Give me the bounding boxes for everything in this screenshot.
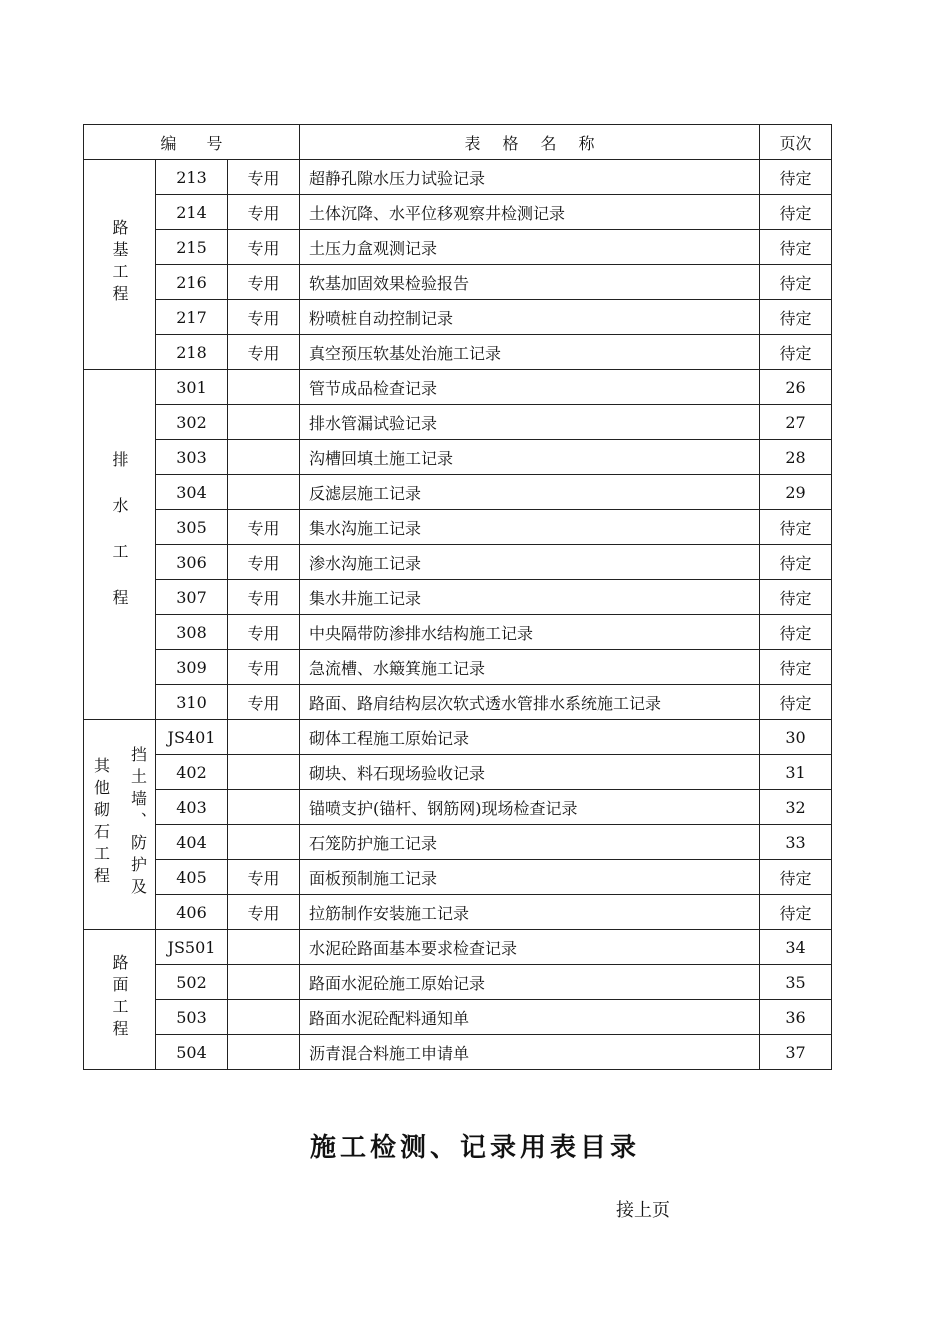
cell-tag: [228, 405, 300, 440]
cell-tag: [228, 720, 300, 755]
cell-tag: 专用: [228, 895, 300, 930]
table-row: [84, 510, 832, 545]
cell-name: 超静孔隙水压力试验记录: [300, 160, 760, 195]
header-page: 页次: [760, 125, 832, 160]
cell-code: JS501: [156, 930, 228, 965]
cell-page: 33: [760, 825, 832, 860]
cell-code: 303: [156, 440, 228, 475]
cell-tag: [228, 825, 300, 860]
table-row: [84, 335, 832, 370]
cell-code: 214: [156, 195, 228, 230]
table-row: [84, 755, 832, 790]
cell-tag: 专用: [228, 195, 300, 230]
table-row: [84, 545, 832, 580]
cell-tag: 专用: [228, 615, 300, 650]
cell-code: 216: [156, 265, 228, 300]
cell-name: 粉喷桩自动控制记录: [300, 300, 760, 335]
cell-name: 土压力盒观测记录: [300, 230, 760, 265]
cell-page: 35: [760, 965, 832, 1000]
cell-page: 待定: [760, 650, 832, 685]
table-row: [84, 930, 832, 965]
cell-tag: [228, 965, 300, 1000]
cell-code: 504: [156, 1035, 228, 1070]
cell-tag: [228, 440, 300, 475]
cell-code: 218: [156, 335, 228, 370]
cell-code: 503: [156, 1000, 228, 1035]
table-row: [84, 230, 832, 265]
cell-code: 301: [156, 370, 228, 405]
cell-page: 待定: [760, 335, 832, 370]
cell-page: 待定: [760, 265, 832, 300]
cell-name: 砌块、料石现场验收记录: [300, 755, 760, 790]
cell-page: 待定: [760, 510, 832, 545]
cell-code: 306: [156, 545, 228, 580]
cell-code: 403: [156, 790, 228, 825]
cell-page: 30: [760, 720, 832, 755]
cell-page: 32: [760, 790, 832, 825]
cell-page: 31: [760, 755, 832, 790]
continued-note: 接上页: [616, 1200, 670, 1221]
header-name: 表格名称: [300, 125, 760, 160]
header-code: 编号: [84, 125, 300, 160]
cell-tag: [228, 755, 300, 790]
table-row: [84, 615, 832, 650]
cell-tag: 专用: [228, 650, 300, 685]
cell-tag: 专用: [228, 300, 300, 335]
cell-page: 待定: [760, 195, 832, 230]
cell-code: 502: [156, 965, 228, 1000]
cell-name: 中央隔带防渗排水结构施工记录: [300, 615, 760, 650]
cell-tag: [228, 790, 300, 825]
group-label: 路基工程: [84, 160, 156, 370]
group-label: 路面工程: [84, 930, 156, 1070]
cell-tag: 专用: [228, 580, 300, 615]
form-index-table: [83, 124, 832, 1070]
cell-code: 308: [156, 615, 228, 650]
cell-code: JS401: [156, 720, 228, 755]
cell-code: 217: [156, 300, 228, 335]
cell-page: 待定: [760, 580, 832, 615]
cell-name: 路面水泥砼配料通知单: [300, 1000, 760, 1035]
table-row: [84, 195, 832, 230]
cell-code: 405: [156, 860, 228, 895]
cell-tag: 专用: [228, 860, 300, 895]
cell-page: 待定: [760, 160, 832, 195]
cell-tag: [228, 1035, 300, 1070]
cell-tag: 专用: [228, 230, 300, 265]
table-row: [84, 405, 832, 440]
cell-page: 待定: [760, 685, 832, 720]
cell-name: 锚喷支护(锚杆、钢筋网)现场检查记录: [300, 790, 760, 825]
cell-tag: [228, 370, 300, 405]
cell-name: 急流槽、水簸箕施工记录: [300, 650, 760, 685]
cell-name: 集水沟施工记录: [300, 510, 760, 545]
table-row: [84, 825, 832, 860]
cell-name: 渗水沟施工记录: [300, 545, 760, 580]
cell-page: 26: [760, 370, 832, 405]
table-row: [84, 965, 832, 1000]
cell-page: 37: [760, 1035, 832, 1070]
table-header-row: [84, 125, 832, 160]
cell-code: 307: [156, 580, 228, 615]
cell-page: 29: [760, 475, 832, 510]
table-row: [84, 370, 832, 405]
cell-page: 待定: [760, 615, 832, 650]
cell-name: 路面、路肩结构层次软式透水管排水系统施工记录: [300, 685, 760, 720]
cell-name: 拉筋制作安装施工记录: [300, 895, 760, 930]
table-row: [84, 1000, 832, 1035]
cell-code: 310: [156, 685, 228, 720]
cell-page: 待定: [760, 230, 832, 265]
cell-tag: 专用: [228, 685, 300, 720]
table-row: [84, 440, 832, 475]
cell-name: 石笼防护施工记录: [300, 825, 760, 860]
cell-page: 28: [760, 440, 832, 475]
cell-page: 待定: [760, 860, 832, 895]
cell-name: 管节成品检查记录: [300, 370, 760, 405]
cell-name: 砌体工程施工原始记录: [300, 720, 760, 755]
cell-code: 304: [156, 475, 228, 510]
table-row: [84, 160, 832, 195]
document-title: 施工检测、记录用表目录: [309, 1133, 640, 1163]
table-row: [84, 790, 832, 825]
table-row: [84, 475, 832, 510]
cell-code: 404: [156, 825, 228, 860]
cell-name: 反滤层施工记录: [300, 475, 760, 510]
cell-page: 待定: [760, 300, 832, 335]
cell-code: 305: [156, 510, 228, 545]
cell-name: 集水井施工记录: [300, 580, 760, 615]
cell-tag: 专用: [228, 335, 300, 370]
cell-name: 沥青混合料施工申请单: [300, 1035, 760, 1070]
table-row: [84, 895, 832, 930]
cell-page: 待定: [760, 895, 832, 930]
cell-code: 215: [156, 230, 228, 265]
cell-tag: [228, 1000, 300, 1035]
table-row: [84, 685, 832, 720]
table-row: [84, 265, 832, 300]
cell-tag: 专用: [228, 545, 300, 580]
cell-name: 土体沉降、水平位移观察井检测记录: [300, 195, 760, 230]
cell-name: 沟槽回填土施工记录: [300, 440, 760, 475]
table-row: [84, 720, 832, 755]
table-row: [84, 1035, 832, 1070]
cell-name: 面板预制施工记录: [300, 860, 760, 895]
cell-tag: 专用: [228, 160, 300, 195]
cell-page: 34: [760, 930, 832, 965]
table-row: [84, 650, 832, 685]
cell-tag: [228, 930, 300, 965]
cell-code: 406: [156, 895, 228, 930]
table-row: [84, 580, 832, 615]
cell-code: 213: [156, 160, 228, 195]
group-label: 排水工程: [84, 370, 156, 720]
table-row: [84, 300, 832, 335]
group-label: 其他砌石工程 挡土墙、防护及: [84, 720, 156, 930]
cell-name: 路面水泥砼施工原始记录: [300, 965, 760, 1000]
cell-name: 真空预压软基处治施工记录: [300, 335, 760, 370]
cell-tag: [228, 475, 300, 510]
cell-tag: 专用: [228, 510, 300, 545]
cell-page: 27: [760, 405, 832, 440]
cell-name: 水泥砼路面基本要求检查记录: [300, 930, 760, 965]
cell-code: 402: [156, 755, 228, 790]
cell-tag: 专用: [228, 265, 300, 300]
cell-name: 排水管漏试验记录: [300, 405, 760, 440]
table-row: [84, 860, 832, 895]
cell-code: 309: [156, 650, 228, 685]
cell-code: 302: [156, 405, 228, 440]
cell-page: 待定: [760, 545, 832, 580]
cell-name: 软基加固效果检验报告: [300, 265, 760, 300]
cell-page: 36: [760, 1000, 832, 1035]
